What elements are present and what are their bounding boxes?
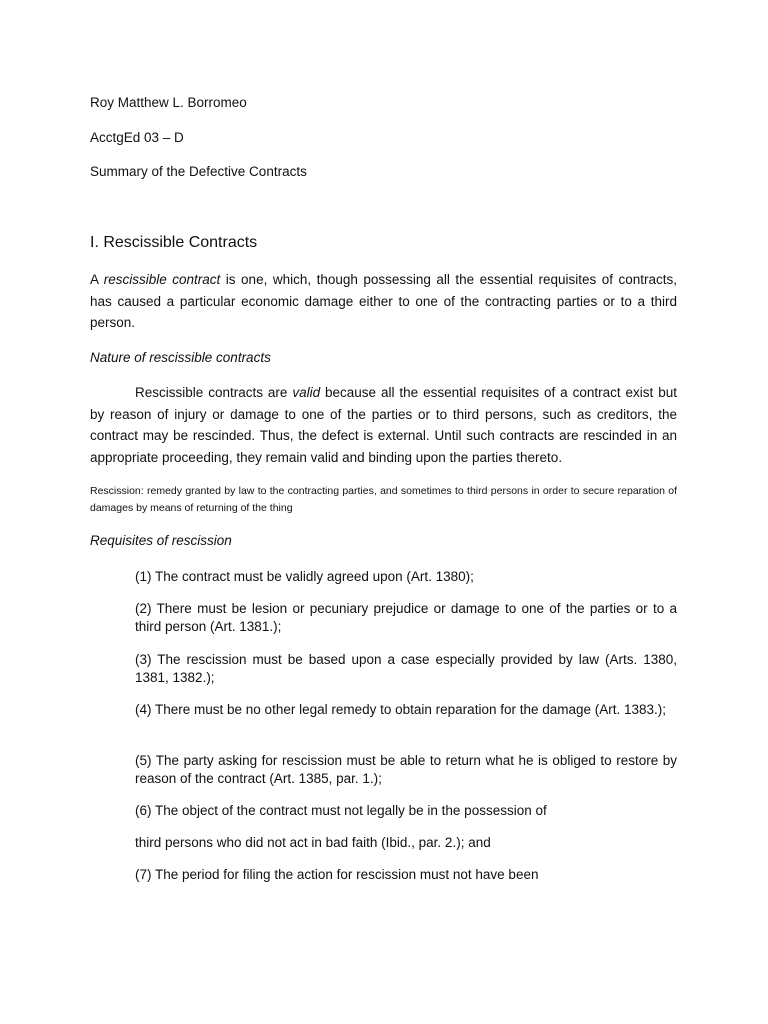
requisite-item: third persons who did not act in bad faith (Ibid., par. 2.); and [135, 835, 491, 850]
requisite-item: (1) The contract must be validly agreed upon (Art. 1380); [135, 569, 474, 584]
author-name: Roy Matthew L. Borromeo [90, 95, 247, 110]
section-title: I. Rescissible Contracts [90, 234, 258, 251]
rescission-note: Rescission: remedy granted by law to the contracting parties, and sometimes to third persons in order to secure reparation of damages by means of returning of the thing [90, 485, 677, 514]
requisite-item: (5) The party asking for rescission must be able to return what he is obliged to restore by reason of the contract (Art. 1385, par. 1.); [135, 753, 677, 786]
nature-heading: Nature of rescissible contracts [90, 350, 271, 365]
definition-paragraph [90, 269, 677, 334]
definition-text: is one, which, though possessing all the essential requisites of contracts, has caused a particular economic damage either to one of the contracting parties or to a third person. [90, 272, 678, 330]
requisite-item: (4) There must be no other legal remedy to obtain reparation for the damage (Art. 1383.); [135, 702, 667, 717]
requisite-item: (7) The period for filing the action for rescission must not have been [135, 867, 539, 882]
nature-term: valid [292, 385, 321, 400]
nature-paragraph [90, 382, 677, 468]
nature-prefix: Rescissible contracts are [135, 385, 293, 400]
definition-term: rescissible contract [103, 272, 221, 287]
requisite-item: (2) There must be lesion or pecuniary prejudice or damage to one of the parties or to a third person (Art. 1381.); [135, 601, 677, 634]
document-subject: Summary of the Defective Contracts [90, 164, 307, 179]
definition-prefix: A [90, 272, 104, 287]
requisite-item: (6) The object of the contract must not legally be in the possession of [135, 803, 547, 818]
course-code: AcctgEd 03 – D [90, 130, 184, 145]
requisite-item: (3) The rescission must be based upon a case especially provided by law (Arts. 1380, 1381, 1382.); [135, 652, 677, 685]
requisites-heading: Requisites of rescission [90, 533, 232, 548]
nature-text: because all the essential requisites of a contract exist but by reason of injury or damage to one of the parties or to third persons, such as creditors, the contract may be rescinded. Thus, the defect is external. Until such contracts are rescinded in an appropriate proceeding, they remain valid and binding upon the parties thereto. [90, 385, 677, 465]
